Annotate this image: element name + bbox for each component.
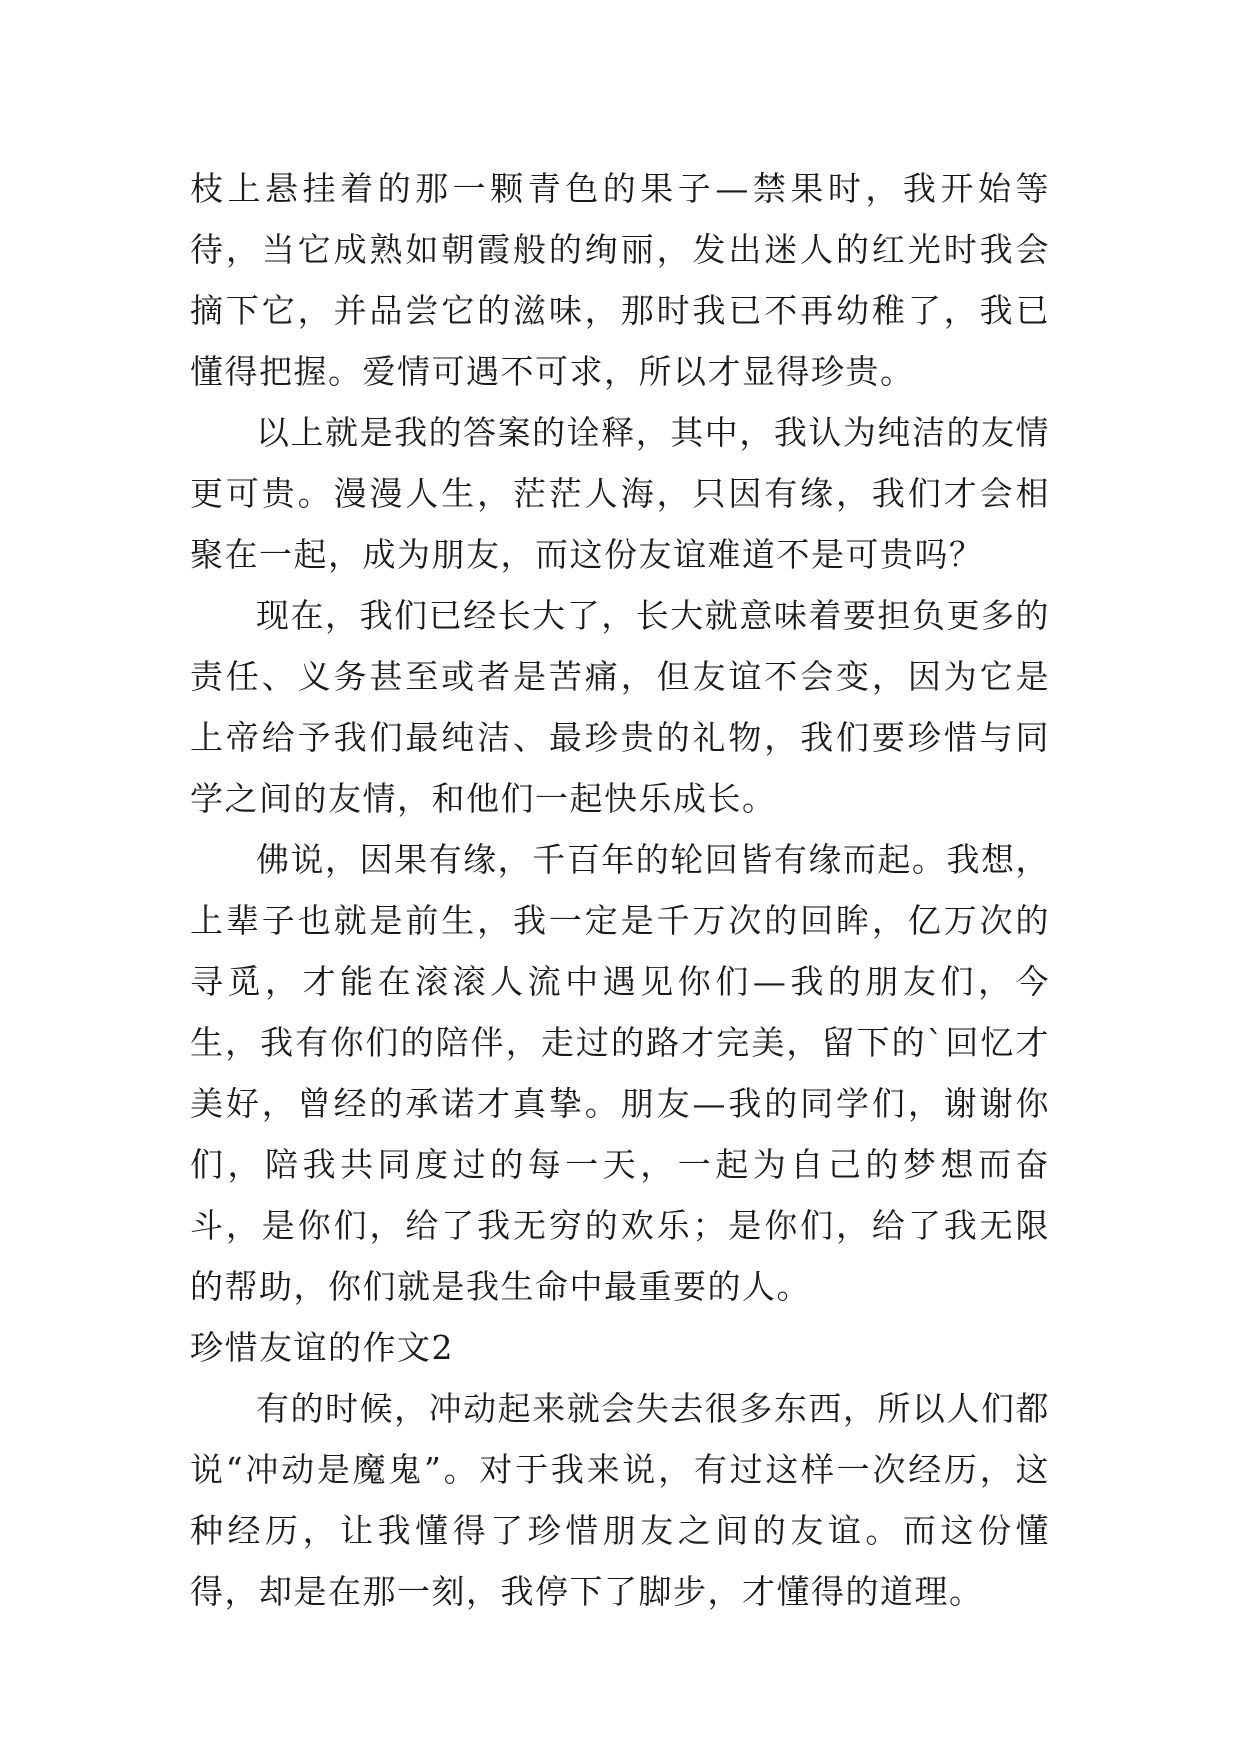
paragraph-continuation: 枝上悬挂着的那一颗青色的果子—禁果时，我开始等待，当它成熟如朝霞般的绚丽，发出迷人的红光时我会摘下它，并品尝它的滋味，那时我已不再幼稚了，我已懂得把握。爱情可遇不可求，所以才显得珍贵。 [190,169,1050,391]
paragraph-impulse: 有的时候，冲动起来就会失去很多东西，所以人们都说“冲动是魔鬼”。对于我来说，有过这样一次经历，这种经历，让我懂得了珍惜朋友之间的友谊。而这份懂得，却是在那一刻，我停下了脚步，才懂得的道理。 [190,1389,1050,1611]
paragraph-buddha-says: 佛说，因果有缘，千百年的轮回皆有缘而起。我想，上辈子也就是前生，我一定是千万次的回眸，亿万次的寻觅，才能在滚滚人流中遇见你们—我的朋友们，今生，我有你们的陪伴，走过的路才完美，留下的`回忆才美好，曾经的承诺才真挚。朋友—我的同学们，谢谢你们，陪我共同度过的每一天，一起为自己的梦想而奋斗，是你们，给了我无穷的欢乐；是你们，给了我无限的帮助，你们就是我生命中最重要的人。 [190,840,1050,1306]
paragraph-growing-up: 现在，我们已经长大了，长大就意味着要担负更多的责任、义务甚至或者是苦痛，但友谊不会变，因为它是上帝给予我们最纯洁、最珍贵的礼物，我们要珍惜与同学之间的友情，和他们一起快乐成长。 [190,596,1050,818]
paragraph-answer-explanation: 以上就是我的答案的诠释，其中，我认为纯洁的友情更可贵。漫漫人生，茫茫人海，只因有缘，我们才会相聚在一起，成为朋友，而这份友谊难道不是可贵吗？ [190,413,1050,574]
document-page [190,158,1050,1622]
section-title: 珍惜友谊的作文2 [190,1328,454,1367]
